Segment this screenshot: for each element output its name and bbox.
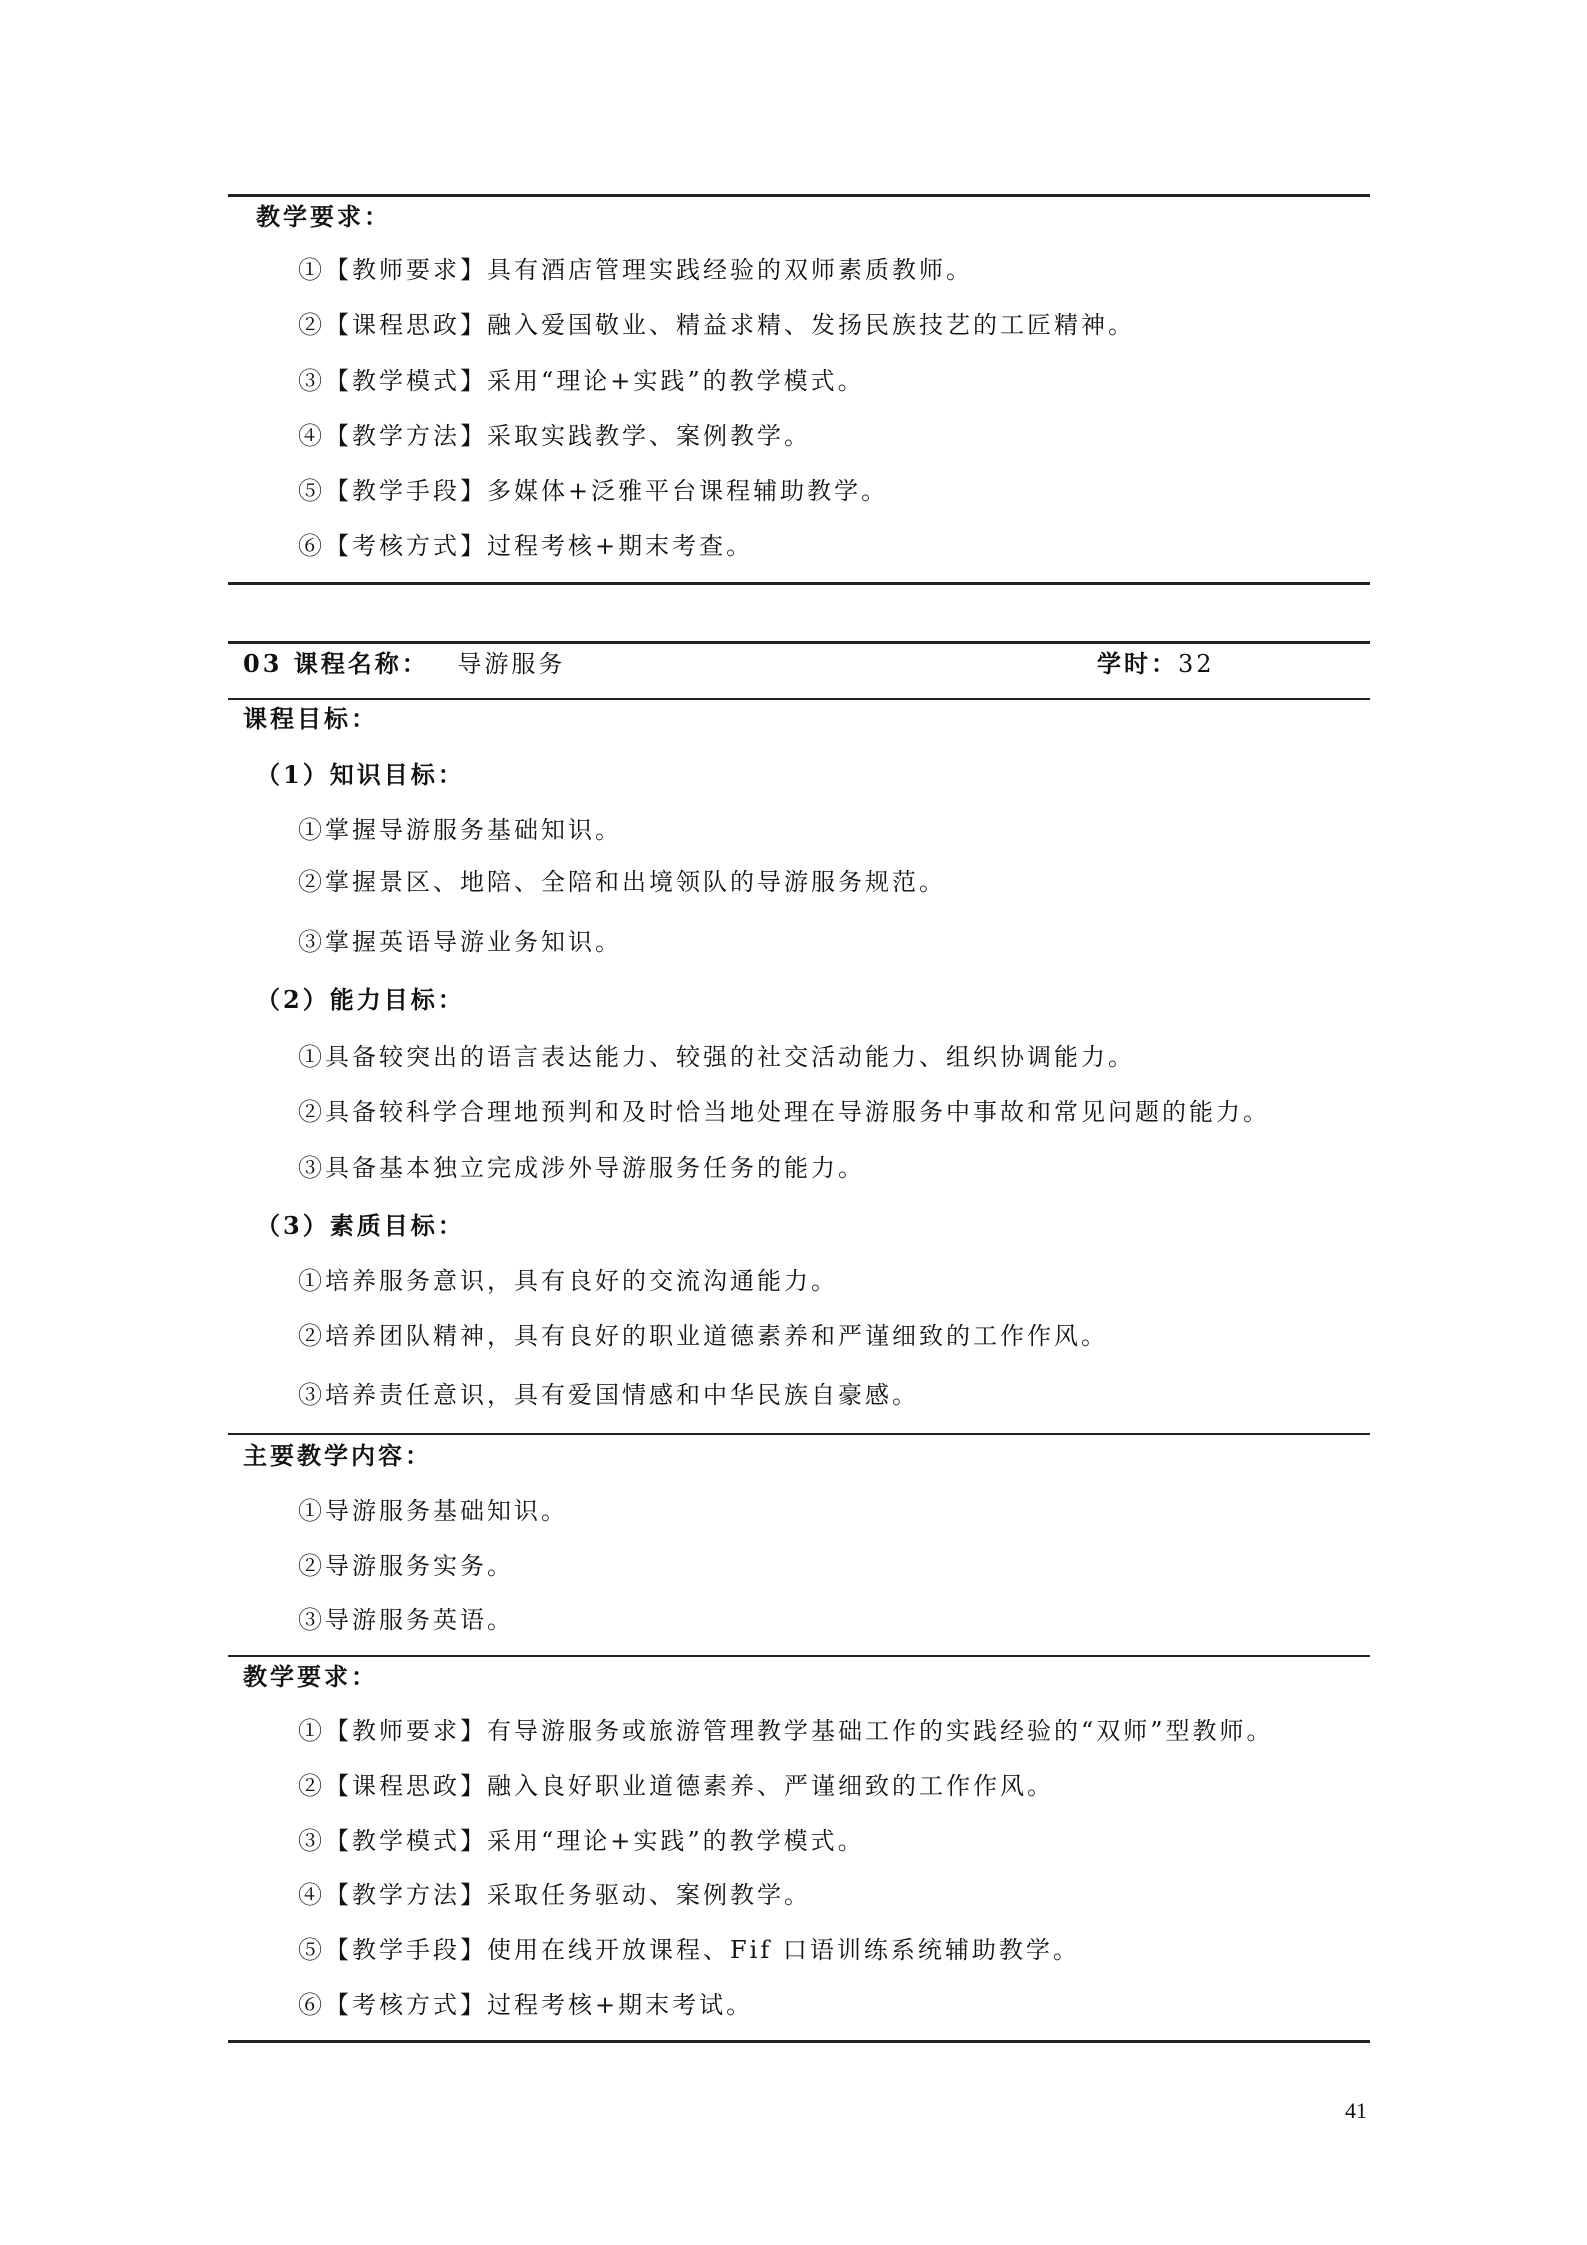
row-divider (228, 698, 1370, 700)
requirement-item: ⑥【考核方式】过程考核+期末考试。 (298, 1991, 754, 2019)
table-top-border (228, 641, 1370, 644)
requirement-item: ④【教学方法】采取实践教学、案例教学。 (298, 422, 811, 450)
course-title-row (243, 649, 565, 679)
page-number: 41 (1345, 2098, 1367, 2123)
objectives-heading: 课程目标： (243, 704, 378, 733)
table-bottom-border (228, 2040, 1370, 2043)
quality-item: ②培养团队精神，具有良好的职业道德素养和严谨细致的工作作风。 (298, 1322, 1108, 1350)
course-name-label: 03 课程名称： (243, 649, 429, 678)
content-heading: 主要教学内容： (243, 1441, 432, 1470)
hours-label: 学时： (1097, 649, 1178, 678)
content-item: ②导游服务实务。 (298, 1552, 514, 1580)
course-name: 导游服务 (457, 650, 566, 678)
requirement-item: ⑥【考核方式】过程考核+期末考查。 (298, 532, 754, 560)
requirement-item: ①【教师要求】具有酒店管理实践经验的双师素质教师。 (298, 256, 973, 284)
content-item: ③导游服务英语。 (298, 1606, 514, 1634)
table-top-border (228, 194, 1370, 197)
content-item: ①导游服务基础知识。 (298, 1497, 568, 1525)
requirement-item: ①【教师要求】有导游服务或旅游管理教学基础工作的实践经验的“双师”型教师。 (298, 1717, 1274, 1745)
requirement-item: ④【教学方法】采取任务驱动、案例教学。 (298, 1881, 811, 1909)
quality-item: ③培养责任意识，具有爱国情感和中华民族自豪感。 (298, 1381, 919, 1409)
ability-item: ②具备较科学合理地预判和及时恰当地处理在导游服务中事故和常见问题的能力。 (298, 1098, 1270, 1126)
row-divider (228, 1655, 1370, 1657)
hours-value: 32 (1178, 650, 1215, 678)
knowledge-item: ②掌握景区、地陪、全陪和出境领队的导游服务规范。 (298, 868, 946, 896)
row-divider (228, 1433, 1370, 1435)
requirements-heading: 教学要求： (256, 202, 391, 231)
knowledge-item: ③掌握英语导游业务知识。 (298, 928, 622, 956)
requirement-item: ⑤【教学手段】使用在线开放课程、Fif 口语训练系统辅助教学。 (298, 1936, 1080, 1964)
quality-heading: （3）素质目标： (256, 1211, 465, 1240)
quality-item: ①培养服务意识，具有良好的交流沟通能力。 (298, 1267, 838, 1295)
requirements-heading: 教学要求： (243, 1662, 378, 1691)
requirement-item: ⑤【教学手段】多媒体+泛雅平台课程辅助教学。 (298, 477, 889, 505)
table-bottom-border (228, 582, 1370, 585)
requirement-item: ②【课程思政】融入良好职业道德素养、严谨细致的工作作风。 (298, 1772, 1054, 1800)
ability-heading: （2）能力目标： (256, 985, 465, 1014)
knowledge-item: ①掌握导游服务基础知识。 (298, 816, 622, 844)
requirement-item: ②【课程思政】融入爱国敬业、精益求精、发扬民族技艺的工匠精神。 (298, 311, 1135, 339)
requirement-item: ③【教学模式】采用“理论+实践”的教学模式。 (298, 367, 865, 395)
course-hours (1097, 649, 1215, 679)
ability-item: ①具备较突出的语言表达能力、较强的社交活动能力、组织协调能力。 (298, 1043, 1135, 1071)
knowledge-heading: （1）知识目标： (256, 760, 465, 789)
requirement-item: ③【教学模式】采用“理论+实践”的教学模式。 (298, 1827, 865, 1855)
ability-item: ③具备基本独立完成涉外导游服务任务的能力。 (298, 1154, 865, 1182)
